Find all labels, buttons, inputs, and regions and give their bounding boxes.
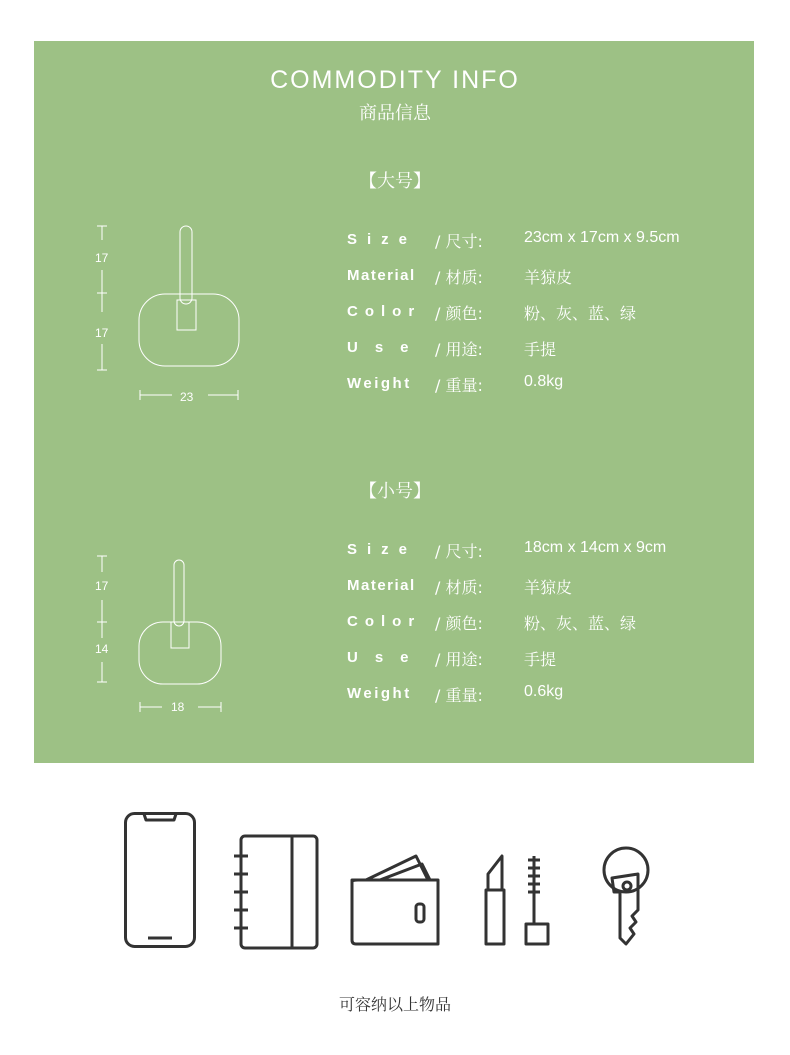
spec-label-cn: / 用途: xyxy=(435,650,483,669)
spec-label-cn: / 尺寸: xyxy=(435,542,483,561)
small-width: 18 xyxy=(171,700,185,714)
spec-label-en: Color xyxy=(347,303,422,320)
notebook-icon xyxy=(232,834,322,950)
spec-value: 粉、灰、蓝、绿 xyxy=(524,616,637,633)
spec-label-cn: / 颜色: xyxy=(435,304,483,323)
small-bag-diagram xyxy=(90,550,250,730)
spec-label-cn: / 尺寸: xyxy=(435,232,483,251)
phone-icon xyxy=(124,812,196,948)
spec-label-cn: / 用途: xyxy=(435,340,483,359)
spec-label-cn: / 材质: xyxy=(435,268,483,287)
spec-value: 手提 xyxy=(524,342,557,359)
large-bag-diagram xyxy=(90,220,250,410)
spec-value: 23cm x 17cm x 9.5cm xyxy=(524,229,680,246)
spec-value: 粉、灰、蓝、绿 xyxy=(524,306,637,323)
spec-label-en: Material xyxy=(347,577,416,594)
spec-value: 0.8kg xyxy=(524,373,564,390)
spec-value: 羊猄皮 xyxy=(524,580,573,597)
page-subtitle: 商品信息 xyxy=(359,103,431,124)
spec-label-cn: / 颜色: xyxy=(435,614,483,633)
page-title: COMMODITY INFO xyxy=(270,66,520,94)
spec-label-en: Use xyxy=(347,339,426,356)
lipstick-mascara-icon xyxy=(482,852,556,948)
large-width: 23 xyxy=(180,390,194,404)
spec-label-cn: / 重量: xyxy=(435,376,483,395)
large-body-height: 17 xyxy=(95,326,109,340)
spec-label-en: Weight xyxy=(347,685,412,702)
large-size-title: 【大号】 xyxy=(359,171,431,192)
key-icon xyxy=(598,846,658,950)
wallet-icon xyxy=(350,852,444,948)
spec-value: 羊猄皮 xyxy=(524,270,573,287)
spec-label-en: Use xyxy=(347,649,426,666)
spec-label-en: Size xyxy=(347,541,418,558)
capacity-caption: 可容纳以上物品 xyxy=(338,995,451,1014)
small-body-height: 14 xyxy=(95,642,109,656)
spec-label-cn: / 材质: xyxy=(435,578,483,597)
spec-label-en: Weight xyxy=(347,375,412,392)
spec-label-en: Material xyxy=(347,267,416,284)
spec-label-en: Color xyxy=(347,613,422,630)
spec-value: 0.6kg xyxy=(524,683,564,700)
small-handle-height: 17 xyxy=(95,579,109,593)
spec-value: 18cm x 14cm x 9cm xyxy=(524,539,667,556)
spec-value: 手提 xyxy=(524,652,557,669)
large-handle-height: 17 xyxy=(95,251,109,265)
spec-label-cn: / 重量: xyxy=(435,686,483,705)
small-size-title: 【小号】 xyxy=(359,481,431,502)
spec-label-en: Size xyxy=(347,231,418,248)
